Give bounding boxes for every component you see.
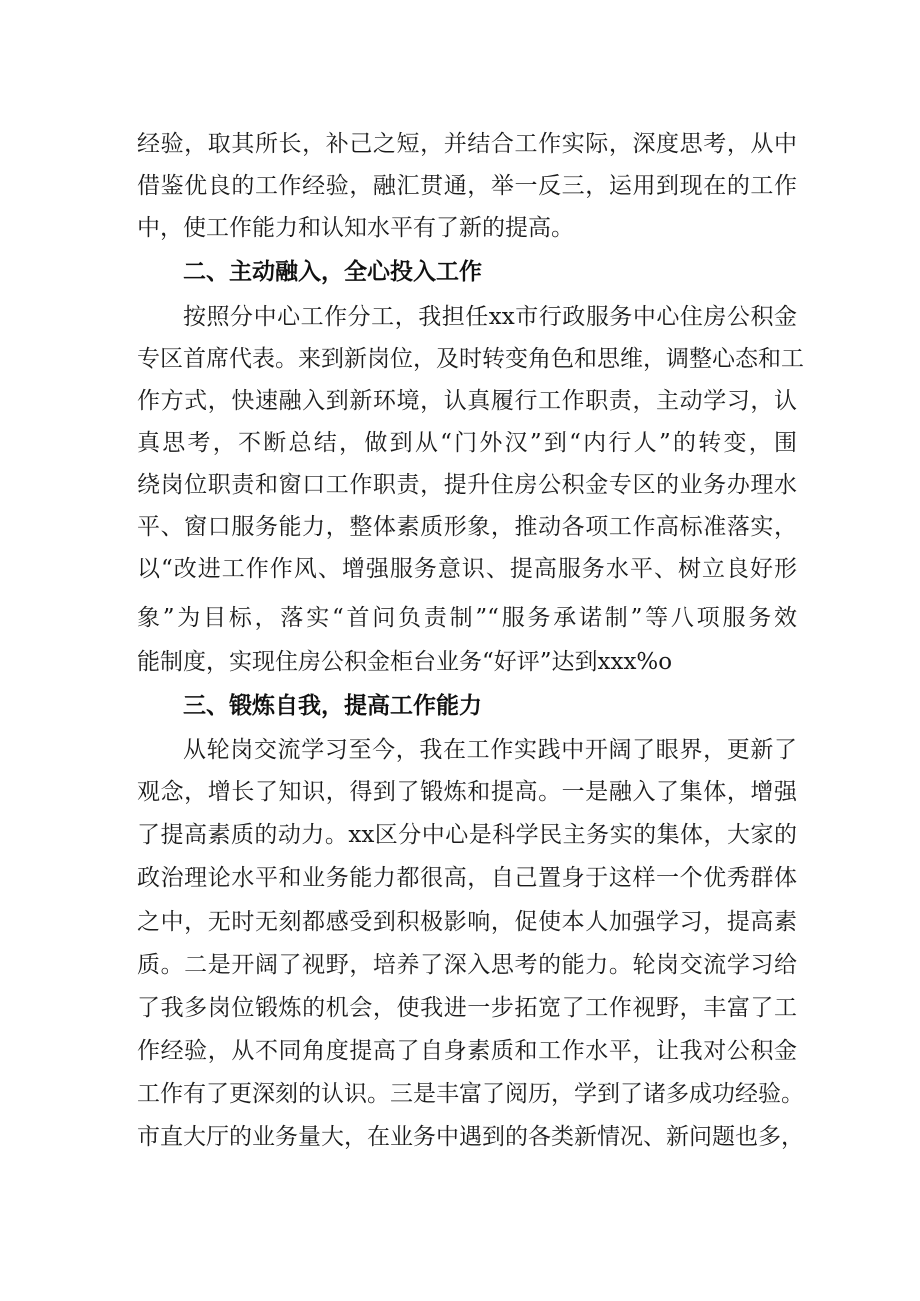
paragraph-line: 以“改进工作作风、增强服务意识、提高服务水平、树立良好形 <box>137 556 797 582</box>
paragraph-line: 平、窗口服务能力，整体素质形象，推动各项工作高标准落实， <box>137 514 797 540</box>
section-heading-2: 二、主动融入，全心投入工作 <box>183 259 482 285</box>
paragraph-line: 绕岗位职责和窗口工作职责，提升住房公积金专区的业务办理水 <box>137 472 797 498</box>
paragraph-line: 政治理论水平和业务能力都很高，自己置身于这样一个优秀群体 <box>137 865 797 891</box>
paragraph-line: 象”为目标，落实“首问负责制”“服务承诺制”等八项服务效 <box>137 605 797 631</box>
section-heading-3: 三、锻炼自我，提高工作能力 <box>183 693 482 719</box>
paragraph-line: 按照分中心工作分工，我担任xx市行政服务中心住房公积金 <box>183 304 797 330</box>
paragraph-line: 之中，无时无刻都感受到积极影响，促使本人加强学习，提高素 <box>137 909 797 935</box>
paragraph-line: 市直大厅的业务量大，在业务中遇到的各类新情况、新问题也多， <box>137 1124 804 1150</box>
paragraph-line: 借鉴优良的工作经验，融汇贯通，举一反三，运用到现在的工作 <box>137 173 797 199</box>
paragraph-line: 了提高素质的动力。xx区分中心是科学民主务实的集体，大家的 <box>137 822 797 848</box>
paragraph-line: 从轮岗交流学习至今，我在工作实践中开阔了眼界，更新了 <box>183 737 797 763</box>
paragraph-line: 专区首席代表。来到新岗位，及时转变角色和思维，调整心态和工 <box>137 346 804 372</box>
paragraph-line: 真思考，不断总结，做到从“门外汉”到“内行人”的转变，围 <box>137 430 797 456</box>
paragraph-line: 能制度，实现住房公积金柜台业务“好评”达到xxx%o <box>137 649 673 675</box>
paragraph-line: 作方式，快速融入到新环境，认真履行工作职责，主动学习，认 <box>137 388 797 414</box>
paragraph-line: 观念，增长了知识，得到了锻炼和提高。一是融入了集体，增强 <box>137 779 797 805</box>
paragraph-line: 作经验，从不同角度提高了自身素质和工作水平，让我对公积金 <box>137 1038 797 1064</box>
paragraph-line: 工作有了更深刻的认识。三是丰富了阅历，学到了诸多成功经验。 <box>137 1081 804 1107</box>
paragraph-line: 中，使工作能力和认知水平有了新的提高。 <box>137 215 574 241</box>
paragraph-line: 了我多岗位锻炼的机会，使我进一步拓宽了工作视野，丰富了工 <box>137 995 797 1021</box>
paragraph-line: 经验，取其所长，补己之短，并结合工作实际，深度思考，从中 <box>137 131 797 157</box>
paragraph-line: 质。二是开阔了视野，培养了深入思考的能力。轮岗交流学习给 <box>137 952 797 978</box>
